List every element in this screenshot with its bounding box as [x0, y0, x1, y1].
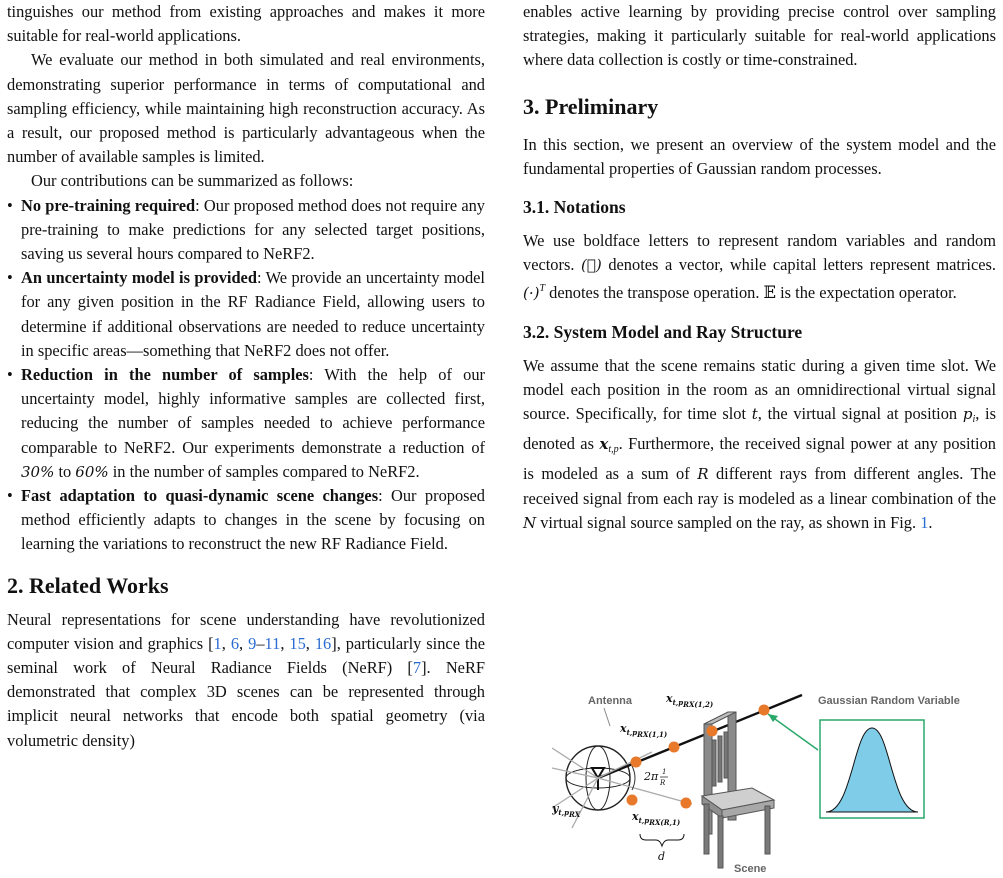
figure-reference-link[interactable]: 1 [920, 512, 929, 532]
citation-link[interactable]: 16 [314, 633, 332, 653]
contribution-item: • Reduction in the number of samples: With the help of our uncertainty model, highly informative samples are collected first, reducing the number of samples needed to achieve performance comparable to NeRF2. Our experiments demonstrate a reduction of 30% to 60% in the number of samples compared to NeRF2. [7, 365, 486, 481]
contribution-text: : We provide an uncertainty model for any given position in the RF Radiance Field, allowing users to determine if additional observations are needed to reduce uncertainty in specific areas—something that NeRF2 does not offer. [21, 268, 485, 360]
contribution-item: • An uncertainty model is provided: We provide an uncertainty model for any given position in the RF Radiance Field, allowing users to determine if additional observations are needed to reduce uncertainty in specific areas—something that NeRF2 does not offer. [7, 268, 485, 360]
sample-point [627, 795, 638, 806]
citation-link[interactable]: 1 [213, 633, 222, 653]
antenna-pointer-line [604, 708, 610, 726]
right-column [523, 0, 996, 535]
distance-brace [640, 834, 684, 846]
angle-label: 2π [644, 770, 659, 783]
antenna-label: Antenna [588, 695, 632, 707]
vector-notation: (⃗) [581, 256, 602, 275]
transpose-notation: (·) [523, 284, 540, 303]
expectation-symbol: 𝔼 [763, 283, 777, 303]
citation-link[interactable]: 11 [264, 633, 281, 653]
subsection-heading-notations: 3.1. Notations [523, 197, 626, 218]
gaussian-label: Gaussian Random Variable [818, 695, 960, 707]
system-model-paragraph: We assume that the scene remains static during a given time slot. We model each position in the room as an omnidirectional virtual signal source. Specifically, for time slot t, the virtual signal at position $p_i$, is denoted as $x_{t,p}$. Furthermore, the received signal power at any position is modeled as a sum of R different rays from different angles. The received signal from each ray is modeled as a linear combination of the N virtual signal source sampled on the ray, as shown in Fig. 1. [523, 355, 996, 532]
left-column [7, 0, 485, 753]
contributions-intro: Our contributions can be summarized as follows: [31, 171, 354, 191]
received-signal-label: $y_{t,p}RX$ [552, 802, 581, 819]
contribution-title: An uncertainty model is provided [21, 268, 257, 288]
citation-link[interactable]: 15 [289, 633, 306, 653]
contribution-text: : Our proposed method efficiently adapts to changes in the scene by focusing on learning the variations to reconstruct the new RF Radiance Field. [21, 486, 486, 554]
section-heading-preliminary: 3. Preliminary [523, 93, 659, 119]
contribution-title: Reduction in the number of samples [21, 365, 309, 385]
citation-link[interactable]: 9 [248, 633, 257, 653]
evaluation-paragraph: We evaluate our method in both simulated and real environments, demonstrating superior performance in terms of computational and sampling efficiency, while maintaining high reconstruction accuracy. As a result, our proposed method is particularly advantageous when the number of available samples is limited. [7, 50, 485, 167]
gaussian-connector-arrow [768, 714, 818, 750]
notations-paragraph: We use boldface letters to represent random variables and random vectors. (⃗) denotes a vector, while capital letters represent matrices. $(\cdot)^T$ denotes the transpose operation. 𝔼 is the expectation operator. [523, 231, 997, 303]
signal-label-r-1: $x_{t,p}RX(R,1)$ [632, 810, 681, 827]
subsection-heading-system-model: 3.2. System Model and Ray Structure [523, 321, 803, 342]
contribution-text: : Our proposed method does not require any pre-training to make predictions for any selected target positions, saving us several hours compared to NeRF2. [21, 195, 485, 264]
contribution-title: No pre-training required [21, 195, 196, 215]
angle-arc [632, 766, 635, 790]
sample-point [759, 705, 770, 716]
contribution-item: • No pre-training required: Our proposed method does not require any pre-training to make predictions for any selected target positions, saving us several hours compared to NeRF2. [7, 195, 485, 264]
section-heading-related-works: 2. Related Works [7, 572, 169, 598]
sample-point [707, 726, 718, 737]
svg-text:R: R [660, 779, 666, 787]
contribution-title: Fast adaptation to quasi-dynamic scene changes [21, 486, 379, 506]
contribution-item: • Fast adaptation to quasi-dynamic scene changes: Our proposed method efficiently adapts to changes in the scene by focusing on learning the variations to reconstruct the new RF Radiance Field. [7, 486, 486, 554]
scene-label: Scene [734, 863, 767, 875]
signal-label-1-2: $x_{t,p}RX(1,2)$ [666, 692, 714, 709]
sample-point [631, 757, 642, 768]
sample-point [681, 798, 692, 809]
contributions-list [7, 194, 485, 557]
system-model-figure [552, 688, 978, 878]
preliminary-paragraph: In this section, we present an overview of the system model and the fundamental properties of Gaussian random processes. [523, 134, 996, 178]
sample-point [669, 742, 680, 753]
contribution-text: : With the help of our uncertainty model, highly informative samples are collected first, reducing the number of samples needed to achieve performance comparable to NeRF2. Our experiments demonstrate a reduction of [21, 365, 486, 457]
related-works-paragraph: Neural representations for scene understanding have revolutionized computer vision and graphics [1, 6, 9–11, 15, 16], particularly since the seminal work of Neural Radiance Fields (NeRF) [7]. NeRF demonstrated that complex 3D scenes can be represented through implicit neural networks that encode both spatial geometry (via volumetric density) [7, 609, 485, 750]
citation-link[interactable]: 7 [412, 658, 422, 678]
percentage-low: 30% [21, 462, 55, 481]
active-learning-paragraph: enables active learning by providing precise control over sampling strategies, making it particularly suitable for real-world applications where data collection is costly or time-constrained. [523, 2, 996, 70]
svg-text:1: 1 [662, 768, 667, 776]
percentage-high: 60% [75, 462, 109, 481]
signal-label-1-1: $x_{t,p}RX(1,1)$ [620, 722, 668, 739]
intro-tail-paragraph: tinguishes our method from existing approaches and makes it more suitable for real-world applications. [7, 2, 485, 46]
citation-link[interactable]: 6 [230, 633, 240, 653]
distance-label: d [658, 850, 666, 863]
